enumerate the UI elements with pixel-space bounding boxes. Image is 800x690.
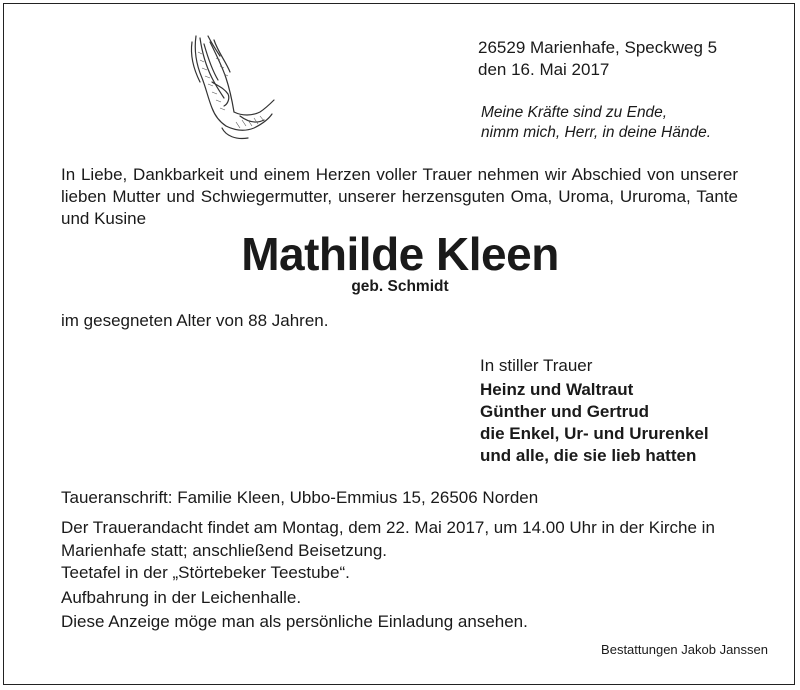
- verse-line-1: Meine Kräfte sind zu Ende,: [481, 104, 668, 121]
- praying-hands-icon: [182, 32, 277, 142]
- tea-notice: Teetafel in der „Störtebeker Teestube“.: [61, 563, 350, 582]
- address-line-2: den 16. Mai 2017: [478, 60, 610, 79]
- maiden-name: geb. Schmidt: [351, 278, 449, 295]
- mourning-address: Taueranschrift: Familie Kleen, Ubbo-Emmius 15, 26506 Norden: [61, 488, 539, 507]
- intro-paragraph: In Liebe, Dankbarkeit und einem Herzen voller Trauer nehmen wir Abschied von unserer lieben Mutter und Schwiegermutter, unserer herzensguten Oma, Uroma, Ururoma, Tante und Kusine: [61, 165, 738, 228]
- mourners-list: [480, 379, 709, 467]
- verse: [481, 103, 711, 143]
- sender-address: [478, 37, 717, 81]
- mourner-entry: die Enkel, Ur- und Ururenkel: [480, 424, 709, 443]
- verse-line-2: nimm mich, Herr, in deine Hände.: [481, 124, 712, 141]
- mourner-entry: Günther und Gertrud: [480, 402, 650, 421]
- mourner-entry: Heinz und Waltraut: [480, 380, 634, 399]
- undertaker-credit: Bestattungen Jakob Janssen: [601, 642, 768, 657]
- mourners-heading: In stiller Trauer: [480, 356, 593, 375]
- deceased-name: Mathilde Kleen: [241, 228, 559, 280]
- service-notice: Der Trauerandacht findet am Montag, dem 22. Mai 2017, um 14.00 Uhr in der Kirche in Marienhafe statt; anschließend Beisetzung.: [61, 518, 715, 560]
- address-line-1: 26529 Marienhafe, Speckweg 5: [478, 38, 718, 57]
- mourner-entry: und alle, die sie lieb hatten: [480, 446, 697, 465]
- invitation-notice: Diese Anzeige möge man als persönliche Einladung ansehen.: [61, 612, 528, 631]
- age-text: im gesegneten Alter von 88 Jahren.: [61, 311, 329, 330]
- laying-out-notice: Aufbahrung in der Leichenhalle.: [61, 588, 302, 607]
